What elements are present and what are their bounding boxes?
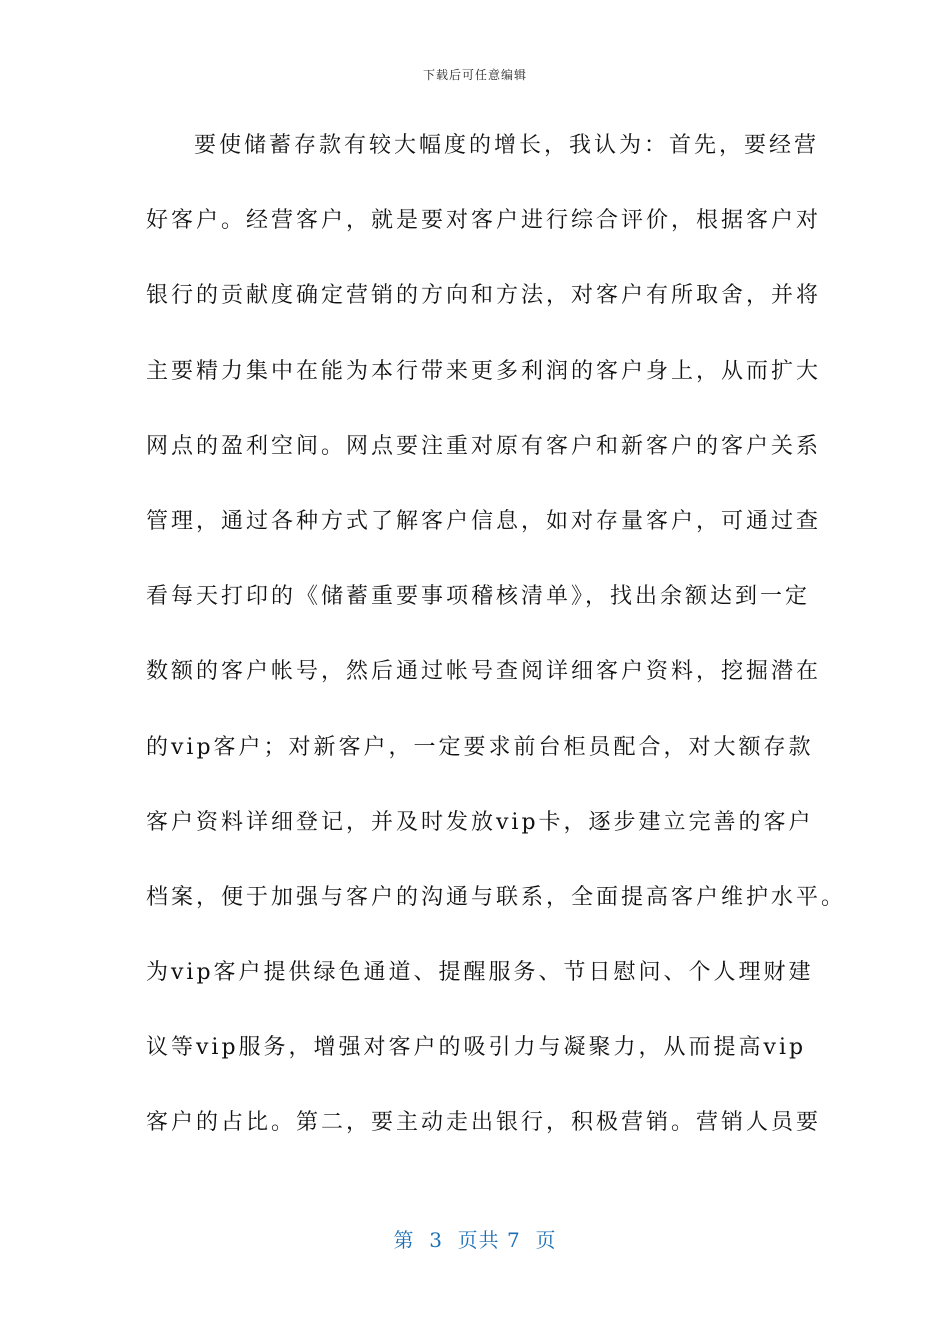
paragraph-line: 为vip客户提供绿色通道、提醒服务、节日慰问、个人理财建 bbox=[146, 960, 814, 986]
paragraph-line: 网点的盈利空间。网点要注重对原有客户和新客户的客户关系 bbox=[146, 433, 822, 459]
paragraph-line: 主要精力集中在能为本行带来更多利润的客户身上，从而扩大 bbox=[146, 358, 822, 384]
paragraph-line: 好客户。经营客户，就是要对客户进行综合评价，根据客户对 bbox=[146, 208, 822, 234]
page-number-footer: 第 3 页共 7 页 bbox=[393, 1228, 557, 1252]
paragraph-line: 管理，通过各种方式了解客户信息，如对存量客户，可通过查 bbox=[146, 508, 822, 534]
paragraph-line: 看每天打印的《储蓄重要事项稽核清单》，找出余额达到一定 bbox=[146, 584, 811, 610]
paragraph-line: 的vip客户；对新客户，一定要求前台柜员配合，对大额存款 bbox=[146, 734, 814, 760]
document-body bbox=[146, 122, 847, 1175]
page-header-note: 下载后可任意编辑 bbox=[422, 68, 527, 82]
paragraph-line: 客户资料详细登记，并及时发放vip卡，逐步建立完善的客户 bbox=[146, 809, 814, 835]
paragraph-line: 客户的占比。第二，要主动走出银行，积极营销。营销人员要 bbox=[146, 1110, 822, 1136]
paragraph-line: 银行的贡献度确定营销的方向和方法，对客户有所取舍，并将 bbox=[146, 283, 822, 309]
paragraph-line: 要使储蓄存款有较大幅度的增长，我认为：首先，要经营 bbox=[194, 133, 820, 158]
paragraph-line: 议等vip服务，增强对客户的吸引力与凝聚力，从而提高vip bbox=[146, 1035, 807, 1061]
paragraph-line: 数额的客户帐号，然后通过帐号查阅详细客户资料，挖掘潜在 bbox=[146, 659, 822, 685]
paragraph-line: 档案，便于加强与客户的沟通与联系，全面提高客户维护水平。 bbox=[146, 884, 847, 910]
